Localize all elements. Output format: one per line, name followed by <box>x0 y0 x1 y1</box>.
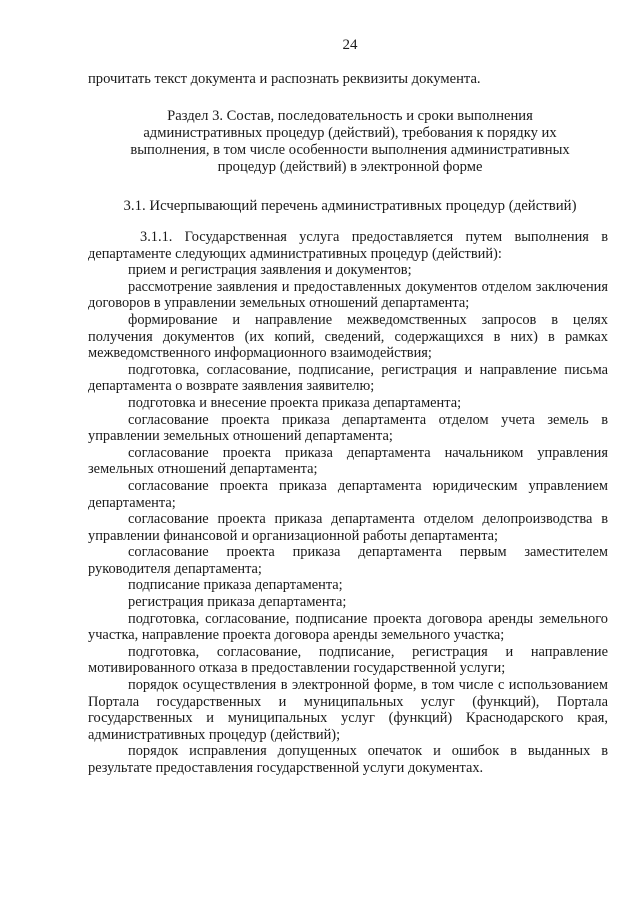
list-item: подготовка, согласование, подписание, регистрация и направление мотивированного отказа в предоставлении государственной услуги; <box>88 643 608 677</box>
page-number: 24 <box>342 37 358 53</box>
list-item: согласование проекта приказа департамента отделом учета земель в управлении земельных отношений департамента; <box>88 411 608 445</box>
list-item: формирование и направление межведомственных запросов в целях получения документов (их копий, сведений, содержащихся в них) в рамках межведомственного информационного взаимодействия; <box>88 311 608 362</box>
list-item: согласование проекта приказа департамента начальником управления земельных отношений департамента; <box>88 444 608 478</box>
list-item: подписание приказа департамента; <box>128 577 343 594</box>
list-item: прием и регистрация заявления и документов; <box>128 262 412 279</box>
list-item: регистрация приказа департамента; <box>128 594 347 611</box>
list-item: подготовка, согласование, подписание проекта договора аренды земельного участка, направление проекта договора аренды земельного участка; <box>88 610 608 644</box>
list-item: порядок осуществления в электронной форме, в том числе с использованием Портала государственных и муниципальных услуг (функций), Портала государственных и муниципальных услуг (функций) Краснодарского края, административных процедур (действий); <box>88 677 608 743</box>
list-item: рассмотрение заявления и предоставленных документов отделом заключения договоров в управлении земельных отношений департамента; <box>88 278 608 312</box>
list-item: согласование проекта приказа департамента юридическим управлением департамента; <box>88 477 608 511</box>
section-title-line: Раздел 3. Состав, последовательность и сроки выполнения <box>167 108 533 124</box>
list-item: порядок исправления допущенных опечаток и ошибок в выданных в результате предоставления государственной услуги документах. <box>88 743 608 776</box>
continued-text-line: прочитать текст документа и распознать реквизиты документа. <box>88 71 481 87</box>
list-item: подготовка, согласование, подписание, регистрация и направление письма департамента о возврате заявления заявителю; <box>88 361 608 395</box>
section-title-line: выполнения, в том числе особенности выполнения административных <box>130 142 570 158</box>
section-title <box>88 108 612 176</box>
list-item: согласование проекта приказа департамента первым заместителем руководителя департамента; <box>88 544 608 577</box>
subsection-title: 3.1. Исчерпывающий перечень административных процедур (действий) <box>123 198 577 214</box>
list-item: согласование проекта приказа департамента отделом делопроизводства в управлении финансовой и организационной работы департамента; <box>88 511 608 544</box>
section-title-line: административных процедур (действий), требования к порядку их <box>143 125 557 141</box>
document-body <box>88 229 608 777</box>
paragraph: 3.1.1. Государственная услуга предоставляется путем выполнения в департаменте следующих административных процедур (действий): <box>88 229 608 262</box>
section-title-line: процедур (действий) в электронной форме <box>217 159 483 175</box>
list-item: подготовка и внесение проекта приказа департамента; <box>128 394 462 411</box>
